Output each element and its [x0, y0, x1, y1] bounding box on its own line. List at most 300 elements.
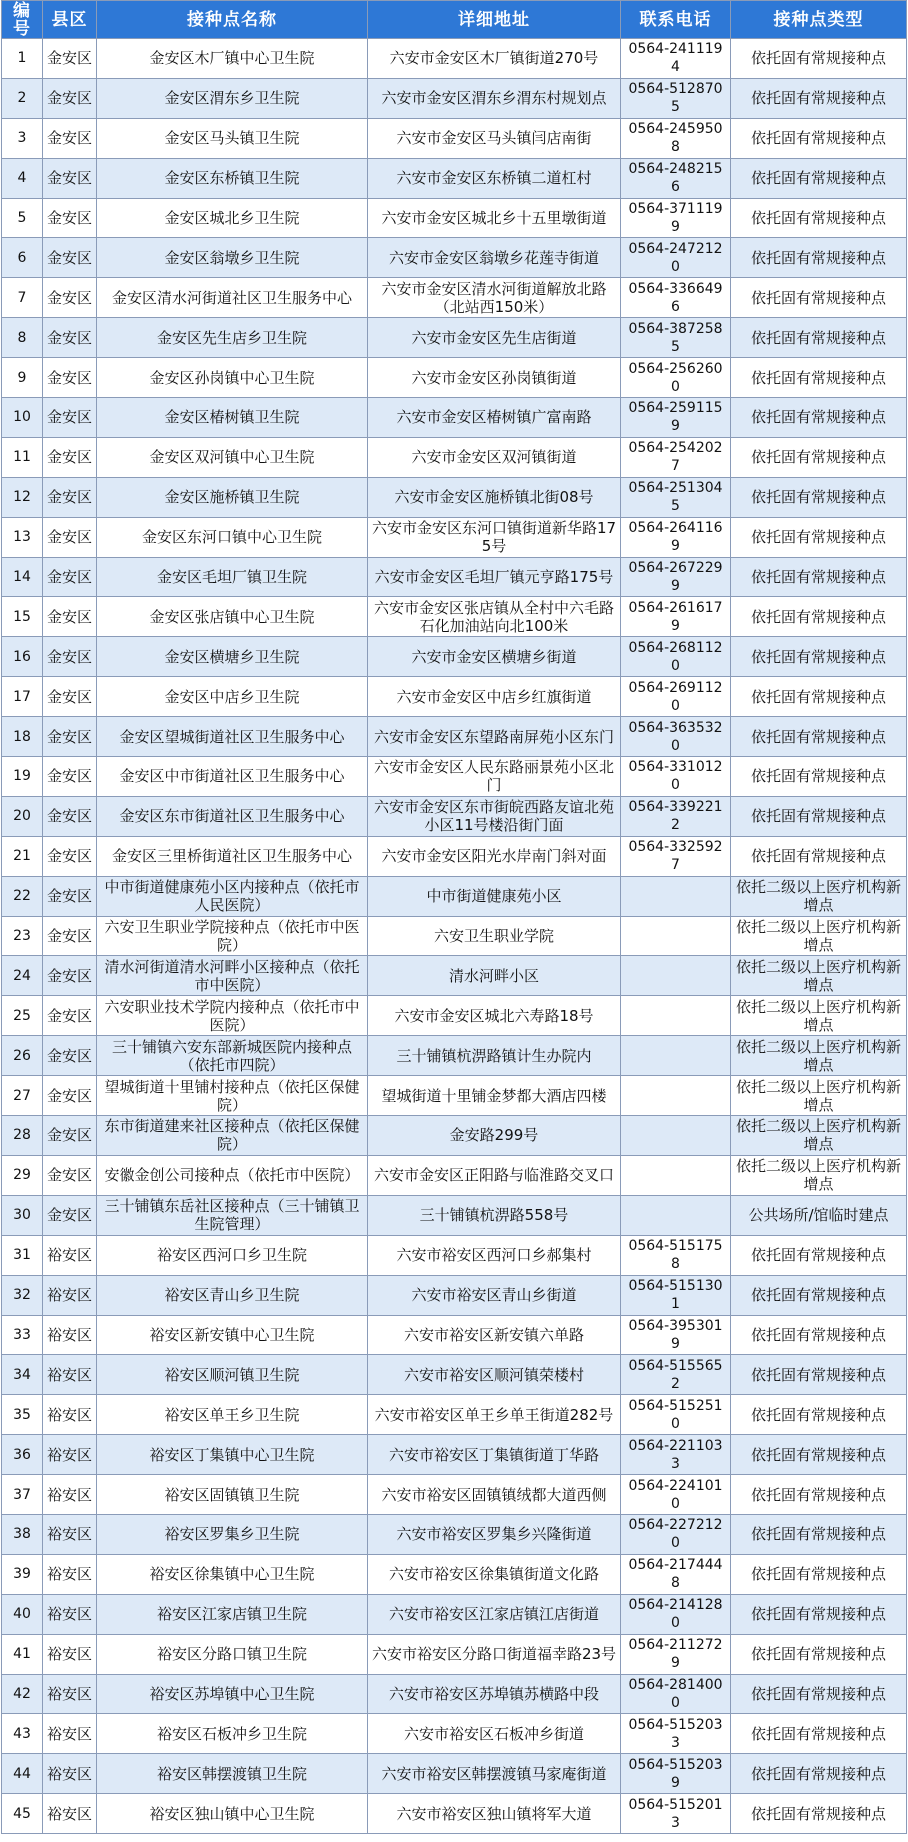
table-row	[2, 1714, 907, 1754]
cell-number: 18	[2, 717, 43, 757]
cell-site-type: 依托二级以上医疗机构新增点	[731, 956, 907, 996]
cell-site-type: 公共场所/馆临时建点	[731, 1195, 907, 1235]
cell-county: 金安区	[43, 118, 97, 158]
cell-number: 7	[2, 278, 43, 318]
cell-site-name: 金安区横塘乡卫生院	[97, 637, 368, 677]
cell-site-type: 依托固有常规接种点	[731, 1475, 907, 1515]
cell-site-name: 清水河街道清水河畔小区接种点（依托市中医院）	[97, 956, 368, 996]
cell-phone: 0564-3635320	[621, 717, 731, 757]
table-row	[2, 1395, 907, 1435]
cell-site-name: 裕安区西河口乡卫生院	[97, 1235, 368, 1275]
header-site-name: 接种点名称	[97, 1, 368, 39]
table-row	[2, 278, 907, 318]
cell-phone	[621, 876, 731, 916]
cell-number: 24	[2, 956, 43, 996]
cell-number: 4	[2, 158, 43, 198]
cell-address: 六安卫生职业学院	[368, 916, 621, 956]
cell-county: 金安区	[43, 398, 97, 438]
cell-phone: 0564-2681120	[621, 637, 731, 677]
cell-site-name: 裕安区苏埠镇中心卫生院	[97, 1674, 368, 1714]
cell-phone	[621, 956, 731, 996]
cell-site-name: 金安区清水河街道社区卫生服务中心	[97, 278, 368, 318]
cell-phone	[621, 996, 731, 1036]
cell-phone: 0564-3325927	[621, 836, 731, 876]
cell-site-name: 金安区双河镇中心卫生院	[97, 437, 368, 477]
cell-site-type: 依托固有常规接种点	[731, 158, 907, 198]
cell-site-name: 金安区中市街道社区卫生服务中心	[97, 757, 368, 797]
cell-number: 28	[2, 1116, 43, 1156]
table-row	[2, 1594, 907, 1634]
table-row	[2, 876, 907, 916]
cell-site-type: 依托固有常规接种点	[731, 1275, 907, 1315]
cell-number: 1	[2, 39, 43, 79]
cell-site-name: 裕安区分路口镇卫生院	[97, 1634, 368, 1674]
cell-county: 裕安区	[43, 1355, 97, 1395]
table-row	[2, 1554, 907, 1594]
cell-address: 六安市金安区张店镇从全村中六毛路石化加油站向北100米	[368, 597, 621, 637]
cell-county: 金安区	[43, 198, 97, 238]
table-row	[2, 916, 907, 956]
cell-phone: 0564-2174448	[621, 1554, 731, 1594]
cell-phone: 0564-5151301	[621, 1275, 731, 1315]
cell-site-name: 六安职业技术学院内接种点（依托市中医院）	[97, 996, 368, 1036]
cell-address: 六安市裕安区苏埠镇苏横路中段	[368, 1674, 621, 1714]
cell-county: 裕安区	[43, 1475, 97, 1515]
table-row	[2, 477, 907, 517]
cell-address: 六安市裕安区顺河镇荣楼村	[368, 1355, 621, 1395]
table-body	[2, 39, 907, 1834]
cell-county: 金安区	[43, 916, 97, 956]
cell-site-type: 依托固有常规接种点	[731, 557, 907, 597]
cell-county: 金安区	[43, 78, 97, 118]
cell-address: 六安市金安区椿树镇广富南路	[368, 398, 621, 438]
cell-address: 六安市裕安区独山镇将军大道	[368, 1794, 621, 1834]
cell-county: 金安区	[43, 1195, 97, 1235]
cell-site-type: 依托固有常规接种点	[731, 477, 907, 517]
cell-address: 六安市金安区毛坦厂镇元亨路175号	[368, 557, 621, 597]
cell-county: 金安区	[43, 318, 97, 358]
cell-number: 44	[2, 1754, 43, 1794]
cell-address: 三十铺镇杭淠路558号	[368, 1195, 621, 1235]
cell-address: 六安市金安区东市街皖西路友谊北苑小区11号楼沿街门面	[368, 796, 621, 836]
cell-county: 金安区	[43, 557, 97, 597]
cell-site-name: 金安区翁墩乡卫生院	[97, 238, 368, 278]
cell-county: 金安区	[43, 1076, 97, 1116]
cell-site-name: 中市街道健康苑小区内接种点（依托市人民医院）	[97, 876, 368, 916]
vaccination-sites-table	[1, 0, 907, 1834]
cell-county: 金安区	[43, 158, 97, 198]
cell-county: 裕安区	[43, 1554, 97, 1594]
cell-address: 六安市金安区翁墩乡花莲寺街道	[368, 238, 621, 278]
cell-number: 13	[2, 517, 43, 557]
cell-county: 金安区	[43, 1116, 97, 1156]
cell-county: 裕安区	[43, 1674, 97, 1714]
cell-phone	[621, 1195, 731, 1235]
cell-site-name: 裕安区江家店镇卫生院	[97, 1594, 368, 1634]
cell-site-type: 依托二级以上医疗机构新增点	[731, 1155, 907, 1195]
table-row	[2, 358, 907, 398]
cell-phone: 0564-3953019	[621, 1315, 731, 1355]
cell-number: 12	[2, 477, 43, 517]
cell-address: 六安市金安区孙岗镇街道	[368, 358, 621, 398]
header-county: 县区	[43, 1, 97, 39]
cell-address: 六安市裕安区单王乡单王街道282号	[368, 1395, 621, 1435]
cell-address: 六安市金安区先生店街道	[368, 318, 621, 358]
cell-site-type: 依托二级以上医疗机构新增点	[731, 1076, 907, 1116]
table-row	[2, 1794, 907, 1834]
cell-site-name: 裕安区石板冲乡卫生院	[97, 1714, 368, 1754]
cell-site-name: 金安区中店乡卫生院	[97, 677, 368, 717]
cell-site-type: 依托固有常规接种点	[731, 1594, 907, 1634]
cell-address: 六安市裕安区韩摆渡镇马家庵街道	[368, 1754, 621, 1794]
cell-number: 14	[2, 557, 43, 597]
cell-site-name: 金安区东河口镇中心卫生院	[97, 517, 368, 557]
cell-number: 27	[2, 1076, 43, 1116]
cell-site-type: 依托固有常规接种点	[731, 796, 907, 836]
table-row	[2, 956, 907, 996]
cell-phone: 0564-5152013	[621, 1794, 731, 1834]
cell-site-name: 金安区先生店乡卫生院	[97, 318, 368, 358]
cell-county: 金安区	[43, 717, 97, 757]
cell-number: 16	[2, 637, 43, 677]
cell-county: 裕安区	[43, 1714, 97, 1754]
cell-site-name: 金安区东市街道社区卫生服务中心	[97, 796, 368, 836]
cell-site-type: 依托固有常规接种点	[731, 39, 907, 79]
cell-site-name: 金安区椿树镇卫生院	[97, 398, 368, 438]
table-row	[2, 1275, 907, 1315]
header-site-type: 接种点类型	[731, 1, 907, 39]
cell-phone: 0564-2562600	[621, 358, 731, 398]
cell-phone: 0564-3872585	[621, 318, 731, 358]
cell-phone: 0564-2513045	[621, 477, 731, 517]
cell-phone	[621, 1036, 731, 1076]
cell-number: 33	[2, 1315, 43, 1355]
cell-county: 金安区	[43, 677, 97, 717]
cell-address: 六安市金安区东河口镇街道新华路175号	[368, 517, 621, 557]
cell-phone: 0564-2691120	[621, 677, 731, 717]
cell-address: 六安市金安区木厂镇街道270号	[368, 39, 621, 79]
table-row	[2, 637, 907, 677]
cell-address: 六安市金安区城北乡十五里墩街道	[368, 198, 621, 238]
cell-address: 六安市裕安区石板冲乡街道	[368, 1714, 621, 1754]
cell-address: 六安市金安区双河镇街道	[368, 437, 621, 477]
cell-address: 六安市裕安区固镇镇绒都大道西侧	[368, 1475, 621, 1515]
table-row	[2, 717, 907, 757]
cell-site-name: 裕安区单王乡卫生院	[97, 1395, 368, 1435]
table-row	[2, 398, 907, 438]
cell-address: 金安路299号	[368, 1116, 621, 1156]
cell-site-type: 依托固有常规接种点	[731, 836, 907, 876]
cell-county: 裕安区	[43, 1754, 97, 1794]
cell-county: 裕安区	[43, 1435, 97, 1475]
cell-site-type: 依托固有常规接种点	[731, 1554, 907, 1594]
table-row	[2, 1235, 907, 1275]
cell-phone	[621, 1155, 731, 1195]
cell-number: 35	[2, 1395, 43, 1435]
cell-number: 11	[2, 437, 43, 477]
cell-phone: 0564-5128705	[621, 78, 731, 118]
cell-number: 8	[2, 318, 43, 358]
table-row	[2, 78, 907, 118]
cell-site-name: 裕安区顺河镇卫生院	[97, 1355, 368, 1395]
cell-number: 20	[2, 796, 43, 836]
table-row	[2, 437, 907, 477]
cell-number: 21	[2, 836, 43, 876]
cell-number: 3	[2, 118, 43, 158]
cell-site-name: 三十铺镇东岳社区接种点（三十铺镇卫生院管理）	[97, 1195, 368, 1235]
cell-number: 2	[2, 78, 43, 118]
cell-site-type: 依托固有常规接种点	[731, 278, 907, 318]
table-row	[2, 557, 907, 597]
cell-site-type: 依托固有常规接种点	[731, 118, 907, 158]
cell-number: 40	[2, 1594, 43, 1634]
cell-phone: 0564-5152033	[621, 1714, 731, 1754]
cell-site-type: 依托固有常规接种点	[731, 198, 907, 238]
cell-site-type: 依托固有常规接种点	[731, 78, 907, 118]
cell-site-name: 金安区施桥镇卫生院	[97, 477, 368, 517]
cell-site-name: 裕安区徐集镇中心卫生院	[97, 1554, 368, 1594]
cell-phone: 0564-2672299	[621, 557, 731, 597]
cell-county: 裕安区	[43, 1594, 97, 1634]
cell-address: 六安市金安区施桥镇北街08号	[368, 477, 621, 517]
table-row	[2, 1754, 907, 1794]
cell-site-name: 金安区张店镇中心卫生院	[97, 597, 368, 637]
table-row	[2, 1634, 907, 1674]
cell-address: 六安市金安区人民东路丽景苑小区北门	[368, 757, 621, 797]
table-row	[2, 796, 907, 836]
cell-site-name: 金安区马头镇卫生院	[97, 118, 368, 158]
cell-address: 六安市金安区马头镇闫店南街	[368, 118, 621, 158]
cell-phone: 0564-5151758	[621, 1235, 731, 1275]
table-header-row	[2, 1, 907, 39]
cell-county: 金安区	[43, 1155, 97, 1195]
table-row	[2, 1355, 907, 1395]
cell-address: 三十铺镇杭淠路镇计生办院内	[368, 1036, 621, 1076]
cell-number: 19	[2, 757, 43, 797]
cell-site-name: 裕安区独山镇中心卫生院	[97, 1794, 368, 1834]
cell-county: 裕安区	[43, 1794, 97, 1834]
table-row	[2, 677, 907, 717]
cell-number: 42	[2, 1674, 43, 1714]
table-row	[2, 1674, 907, 1714]
cell-address: 六安市裕安区罗集乡兴隆街道	[368, 1514, 621, 1554]
table-row	[2, 1036, 907, 1076]
cell-site-type: 依托固有常规接种点	[731, 1754, 907, 1794]
cell-phone: 0564-2459508	[621, 118, 731, 158]
cell-number: 29	[2, 1155, 43, 1195]
cell-phone: 0564-2616179	[621, 597, 731, 637]
cell-address: 中市街道健康苑小区	[368, 876, 621, 916]
cell-county: 金安区	[43, 517, 97, 557]
cell-phone: 0564-5152039	[621, 1754, 731, 1794]
cell-site-name: 裕安区固镇镇卫生院	[97, 1475, 368, 1515]
cell-site-type: 依托固有常规接种点	[731, 398, 907, 438]
cell-address: 六安市裕安区西河口乡郝集村	[368, 1235, 621, 1275]
cell-address: 六安市金安区横塘乡街道	[368, 637, 621, 677]
cell-site-type: 依托固有常规接种点	[731, 1235, 907, 1275]
cell-phone: 0564-2411194	[621, 39, 731, 79]
cell-address: 六安市金安区正阳路与临淮路交叉口	[368, 1155, 621, 1195]
cell-site-name: 金安区木厂镇中心卫生院	[97, 39, 368, 79]
cell-county: 裕安区	[43, 1514, 97, 1554]
cell-site-type: 依托固有常规接种点	[731, 1315, 907, 1355]
table-row	[2, 198, 907, 238]
cell-phone: 0564-2591159	[621, 398, 731, 438]
cell-site-name: 金安区三里桥街道社区卫生服务中心	[97, 836, 368, 876]
cell-county: 金安区	[43, 637, 97, 677]
cell-site-type: 依托二级以上医疗机构新增点	[731, 1116, 907, 1156]
cell-number: 38	[2, 1514, 43, 1554]
cell-address: 六安市金安区东桥镇二道杠村	[368, 158, 621, 198]
cell-site-name: 金安区渭东乡卫生院	[97, 78, 368, 118]
table-row	[2, 1514, 907, 1554]
table-row	[2, 597, 907, 637]
cell-address: 六安市金安区清水河街道解放北路（北站西150米）	[368, 278, 621, 318]
cell-address: 清水河畔小区	[368, 956, 621, 996]
cell-number: 5	[2, 198, 43, 238]
cell-site-type: 依托固有常规接种点	[731, 1674, 907, 1714]
cell-phone: 0564-2141280	[621, 1594, 731, 1634]
cell-number: 10	[2, 398, 43, 438]
cell-site-type: 依托固有常规接种点	[731, 1634, 907, 1674]
cell-address: 六安市裕安区丁集镇街道丁华路	[368, 1435, 621, 1475]
cell-site-name: 金安区城北乡卫生院	[97, 198, 368, 238]
table-row	[2, 1155, 907, 1195]
cell-county: 金安区	[43, 876, 97, 916]
cell-site-type: 依托固有常规接种点	[731, 437, 907, 477]
cell-county: 金安区	[43, 1036, 97, 1076]
cell-address: 六安市金安区城北六寿路18号	[368, 996, 621, 1036]
cell-phone	[621, 1116, 731, 1156]
cell-number: 45	[2, 1794, 43, 1834]
cell-number: 43	[2, 1714, 43, 1754]
cell-county: 金安区	[43, 796, 97, 836]
cell-number: 34	[2, 1355, 43, 1395]
cell-number: 26	[2, 1036, 43, 1076]
cell-site-type: 依托固有常规接种点	[731, 717, 907, 757]
cell-county: 裕安区	[43, 1275, 97, 1315]
cell-site-name: 金安区毛坦厂镇卫生院	[97, 557, 368, 597]
cell-phone	[621, 1076, 731, 1116]
cell-site-type: 依托固有常规接种点	[731, 238, 907, 278]
cell-site-type: 依托固有常规接种点	[731, 517, 907, 557]
cell-address: 六安市金安区渭东乡渭东村规划点	[368, 78, 621, 118]
cell-site-name: 裕安区韩摆渡镇卫生院	[97, 1754, 368, 1794]
header-phone: 联系电话	[621, 1, 731, 39]
cell-phone: 0564-3392212	[621, 796, 731, 836]
cell-number: 36	[2, 1435, 43, 1475]
cell-county: 裕安区	[43, 1395, 97, 1435]
cell-address: 六安市裕安区分路口街道福幸路23号	[368, 1634, 621, 1674]
cell-phone: 0564-5152510	[621, 1395, 731, 1435]
cell-number: 9	[2, 358, 43, 398]
cell-site-type: 依托二级以上医疗机构新增点	[731, 876, 907, 916]
cell-number: 6	[2, 238, 43, 278]
cell-address: 六安市金安区中店乡红旗街道	[368, 677, 621, 717]
cell-phone: 0564-3310120	[621, 757, 731, 797]
cell-number: 30	[2, 1195, 43, 1235]
cell-site-type: 依托二级以上医疗机构新增点	[731, 916, 907, 956]
cell-number: 32	[2, 1275, 43, 1315]
cell-phone: 0564-2241010	[621, 1475, 731, 1515]
table-row	[2, 836, 907, 876]
cell-site-type: 依托固有常规接种点	[731, 1435, 907, 1475]
cell-site-name: 三十铺镇六安东部新城医院内接种点（依托市四院）	[97, 1036, 368, 1076]
table-row	[2, 158, 907, 198]
table-row	[2, 1076, 907, 1116]
cell-site-type: 依托固有常规接种点	[731, 1714, 907, 1754]
cell-site-name: 金安区孙岗镇中心卫生院	[97, 358, 368, 398]
header-address: 详细地址	[368, 1, 621, 39]
cell-phone: 0564-2814000	[621, 1674, 731, 1714]
table-row	[2, 757, 907, 797]
cell-phone	[621, 916, 731, 956]
cell-phone: 0564-2542027	[621, 437, 731, 477]
cell-phone: 0564-2272120	[621, 1514, 731, 1554]
cell-address: 六安市金安区东望路南屏苑小区东门	[368, 717, 621, 757]
cell-number: 17	[2, 677, 43, 717]
cell-site-name: 六安卫生职业学院接种点（依托市中医院）	[97, 916, 368, 956]
cell-site-name: 望城街道十里铺村接种点（依托区保健院）	[97, 1076, 368, 1116]
cell-county: 金安区	[43, 836, 97, 876]
cell-number: 37	[2, 1475, 43, 1515]
table-row	[2, 1475, 907, 1515]
cell-county: 金安区	[43, 358, 97, 398]
cell-address: 六安市金安区阳光水岸南门斜对面	[368, 836, 621, 876]
cell-site-name: 裕安区丁集镇中心卫生院	[97, 1435, 368, 1475]
cell-number: 39	[2, 1554, 43, 1594]
cell-site-type: 依托固有常规接种点	[731, 1395, 907, 1435]
cell-phone: 0564-2482156	[621, 158, 731, 198]
cell-county: 金安区	[43, 956, 97, 996]
cell-county: 金安区	[43, 996, 97, 1036]
cell-phone: 0564-2641169	[621, 517, 731, 557]
table-row	[2, 996, 907, 1036]
header-number: 编号	[2, 1, 43, 39]
cell-site-name: 金安区东桥镇卫生院	[97, 158, 368, 198]
cell-site-type: 依托固有常规接种点	[731, 358, 907, 398]
cell-county: 金安区	[43, 597, 97, 637]
cell-county: 裕安区	[43, 1634, 97, 1674]
cell-phone: 0564-3711199	[621, 198, 731, 238]
table-row	[2, 517, 907, 557]
cell-site-name: 东市街道建来社区接种点（依托区保健院）	[97, 1116, 368, 1156]
cell-address: 六安市裕安区徐集镇街道文化路	[368, 1554, 621, 1594]
table-row	[2, 1116, 907, 1156]
cell-phone: 0564-5155652	[621, 1355, 731, 1395]
cell-site-type: 依托固有常规接种点	[731, 597, 907, 637]
cell-county: 金安区	[43, 278, 97, 318]
cell-county: 金安区	[43, 437, 97, 477]
cell-site-name: 裕安区青山乡卫生院	[97, 1275, 368, 1315]
cell-address: 六安市裕安区江家店镇江店街道	[368, 1594, 621, 1634]
table-row	[2, 1195, 907, 1235]
table-row	[2, 1435, 907, 1475]
cell-phone: 0564-2112729	[621, 1634, 731, 1674]
cell-site-type: 依托固有常规接种点	[731, 1355, 907, 1395]
cell-site-name: 裕安区罗集乡卫生院	[97, 1514, 368, 1554]
cell-site-type: 依托固有常规接种点	[731, 318, 907, 358]
cell-site-type: 依托固有常规接种点	[731, 637, 907, 677]
table-row	[2, 238, 907, 278]
cell-phone: 0564-2211033	[621, 1435, 731, 1475]
cell-site-type: 依托固有常规接种点	[731, 677, 907, 717]
cell-county: 金安区	[43, 757, 97, 797]
cell-address: 六安市裕安区新安镇六单路	[368, 1315, 621, 1355]
table-row	[2, 118, 907, 158]
cell-site-name: 金安区望城街道社区卫生服务中心	[97, 717, 368, 757]
cell-county: 金安区	[43, 39, 97, 79]
